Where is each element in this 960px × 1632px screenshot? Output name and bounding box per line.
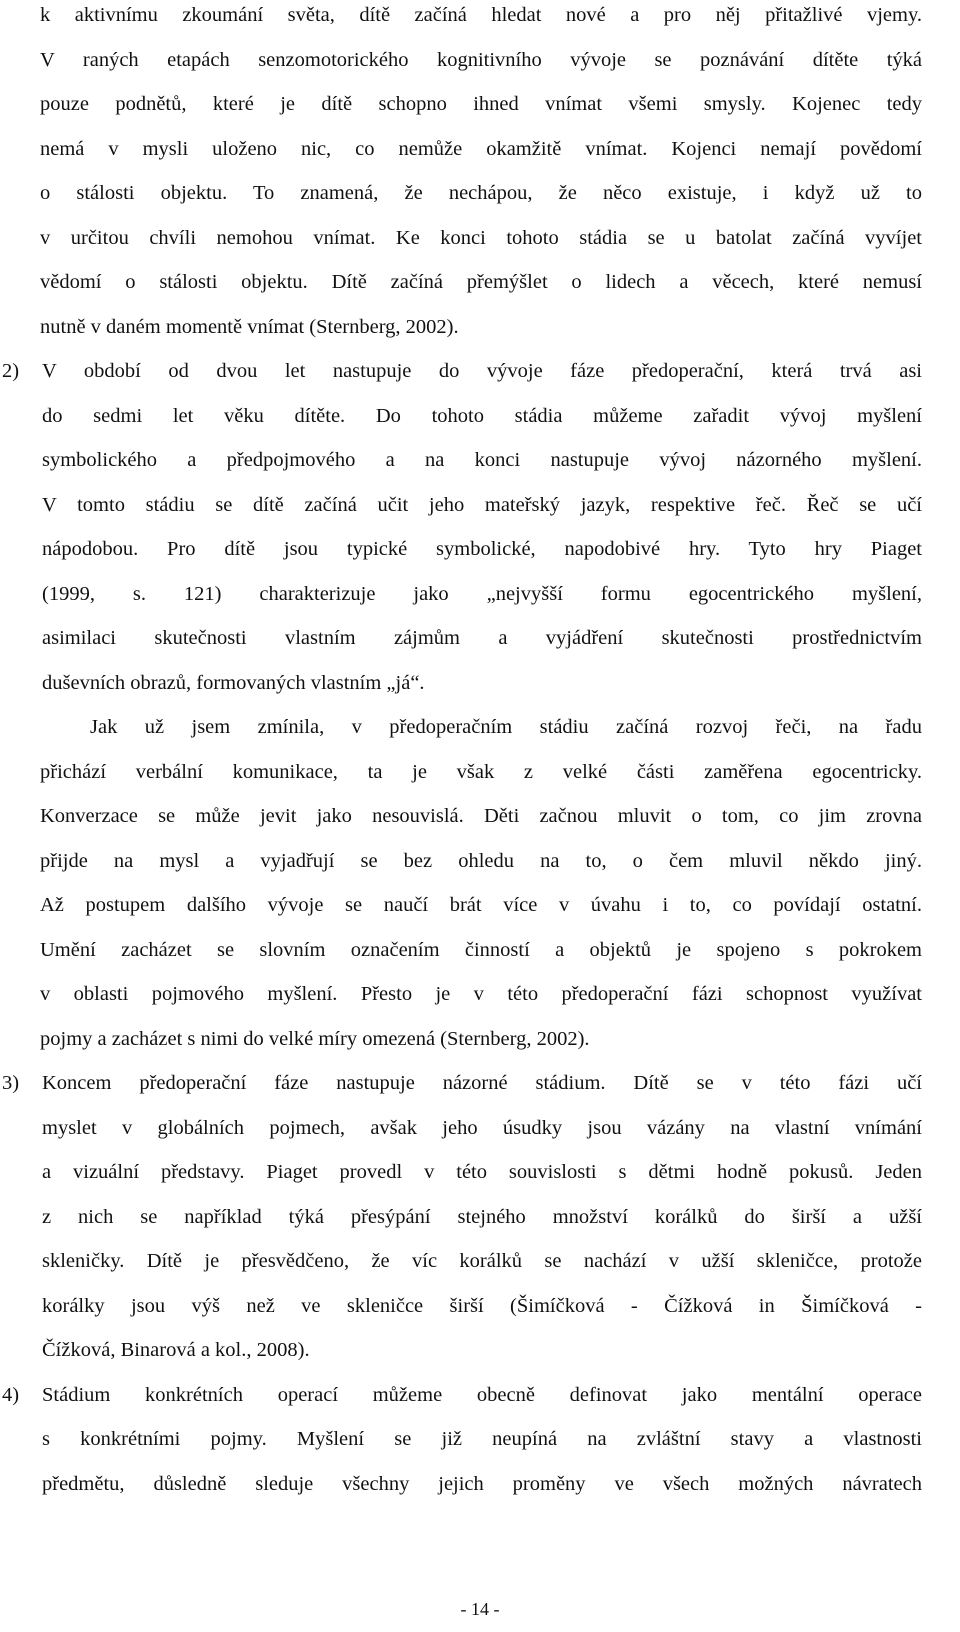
text-line: V období od dvou let nastupuje do vývoje fáze předoperační, která trvá asi [42, 360, 922, 382]
list-number: 3) [2, 1072, 20, 1094]
text-line: v určitou chvíli nemohou vnímat. Ke konci tohoto stádia se u batolat začíná vyvíjet [40, 227, 922, 249]
text-line: Stádium konkrétních operací můžeme obecně definovat jako mentální operace [42, 1384, 922, 1406]
text-line: nutně v daném momentě vnímat (Sternberg, 2002). [40, 316, 459, 338]
text-line: předmětu, důsledně sleduje všechny jejich proměny ve všech možných návratech [42, 1473, 922, 1495]
text-line: duševních obrazů, formovaných vlastním „já“. [42, 672, 425, 694]
text-line: Čížková, Binarová a kol., 2008). [42, 1339, 310, 1361]
text-line: a vizuální představy. Piaget provedl v této souvislosti s dětmi hodně pokusů. Jeden [42, 1161, 922, 1183]
page-number: - 14 - [460, 1599, 500, 1619]
text-line: z nich se například týká přesýpání stejného množství korálků do širší a užší [42, 1206, 922, 1228]
list-number: 4) [2, 1384, 20, 1406]
text-line: nemá v mysli uloženo nic, co nemůže okamžitě vnímat. Kojenci nemají povědomí [40, 138, 922, 160]
text-line: V tomto stádiu se dítě začíná učit jeho mateřský jazyk, respektive řeč. Řeč se učí [42, 494, 922, 516]
text-line: Konverzace se může jevit jako nesouvislá. Děti začnou mluvit o tom, co jim zrovna [40, 805, 922, 827]
text-line: V raných etapách senzomotorického kognitivního vývoje se poznávání dítěte týká [40, 49, 922, 71]
list-number: 2) [2, 360, 20, 382]
text-line: symbolického a předpojmového a na konci nastupuje vývoj názorného myšlení. [42, 449, 922, 471]
text-line: pouze podnětů, které je dítě schopno ihned vnímat všemi smysly. Kojenec tedy [40, 93, 922, 115]
text-line: myslet v globálních pojmech, avšak jeho úsudky jsou vázány na vlastní vnímání [42, 1117, 922, 1139]
text-line: Koncem předoperační fáze nastupuje názorné stádium. Dítě se v této fázi učí [42, 1072, 922, 1094]
text-line: Jak už jsem zmínila, v předoperačním stádiu začíná rozvoj řeči, na řadu [90, 716, 922, 738]
text-line: (1999, s. 121) charakterizuje jako „nejvyšší formu egocentrického myšlení, [42, 583, 922, 605]
text-line: o stálosti objektu. To znamená, že nechápou, že něco existuje, i když už to [40, 182, 922, 204]
text-line: nápodobou. Pro dítě jsou typické symbolické, napodobivé hry. Tyto hry Piaget [42, 538, 922, 560]
text-line: Umění zacházet se slovním označením činností a objektů je spojeno s pokrokem [40, 939, 922, 961]
text-line: do sedmi let věku dítěte. Do tohoto stádia můžeme zařadit vývoj myšlení [42, 405, 922, 427]
text-line: Až postupem dalšího vývoje se naučí brát více v úvahu i to, co povídají ostatní. [40, 894, 922, 916]
text-line: korálky jsou výš než ve skleničce širší (Šimíčková - Čížková in Šimíčková - [42, 1295, 922, 1317]
text-line: vědomí o stálosti objektu. Dítě začíná přemýšlet o lidech a věcech, které nemusí [40, 271, 922, 293]
text-line: pojmy a zacházet s nimi do velké míry omezená (Sternberg, 2002). [40, 1028, 590, 1050]
text-line: v oblasti pojmového myšlení. Přesto je v této předoperační fázi schopnost využívat [40, 983, 922, 1005]
text-line: k aktivnímu zkoumání světa, dítě začíná hledat nové a pro něj přitažlivé vjemy. [40, 4, 922, 26]
text-line: asimilaci skutečnosti vlastním zájmům a vyjádření skutečnosti prostřednictvím [42, 627, 922, 649]
text-line: s konkrétními pojmy. Myšlení se již neupíná na zvláštní stavy a vlastnosti [42, 1428, 922, 1450]
text-line: přijde na mysl a vyjadřují se bez ohledu na to, o čem mluvil někdo jiný. [40, 850, 922, 872]
text-line: přichází verbální komunikace, ta je však z velké části zaměřena egocentricky. [40, 761, 922, 783]
text-line: skleničky. Dítě je přesvědčeno, že víc korálků se nachází v užší skleničce, protože [42, 1250, 922, 1272]
